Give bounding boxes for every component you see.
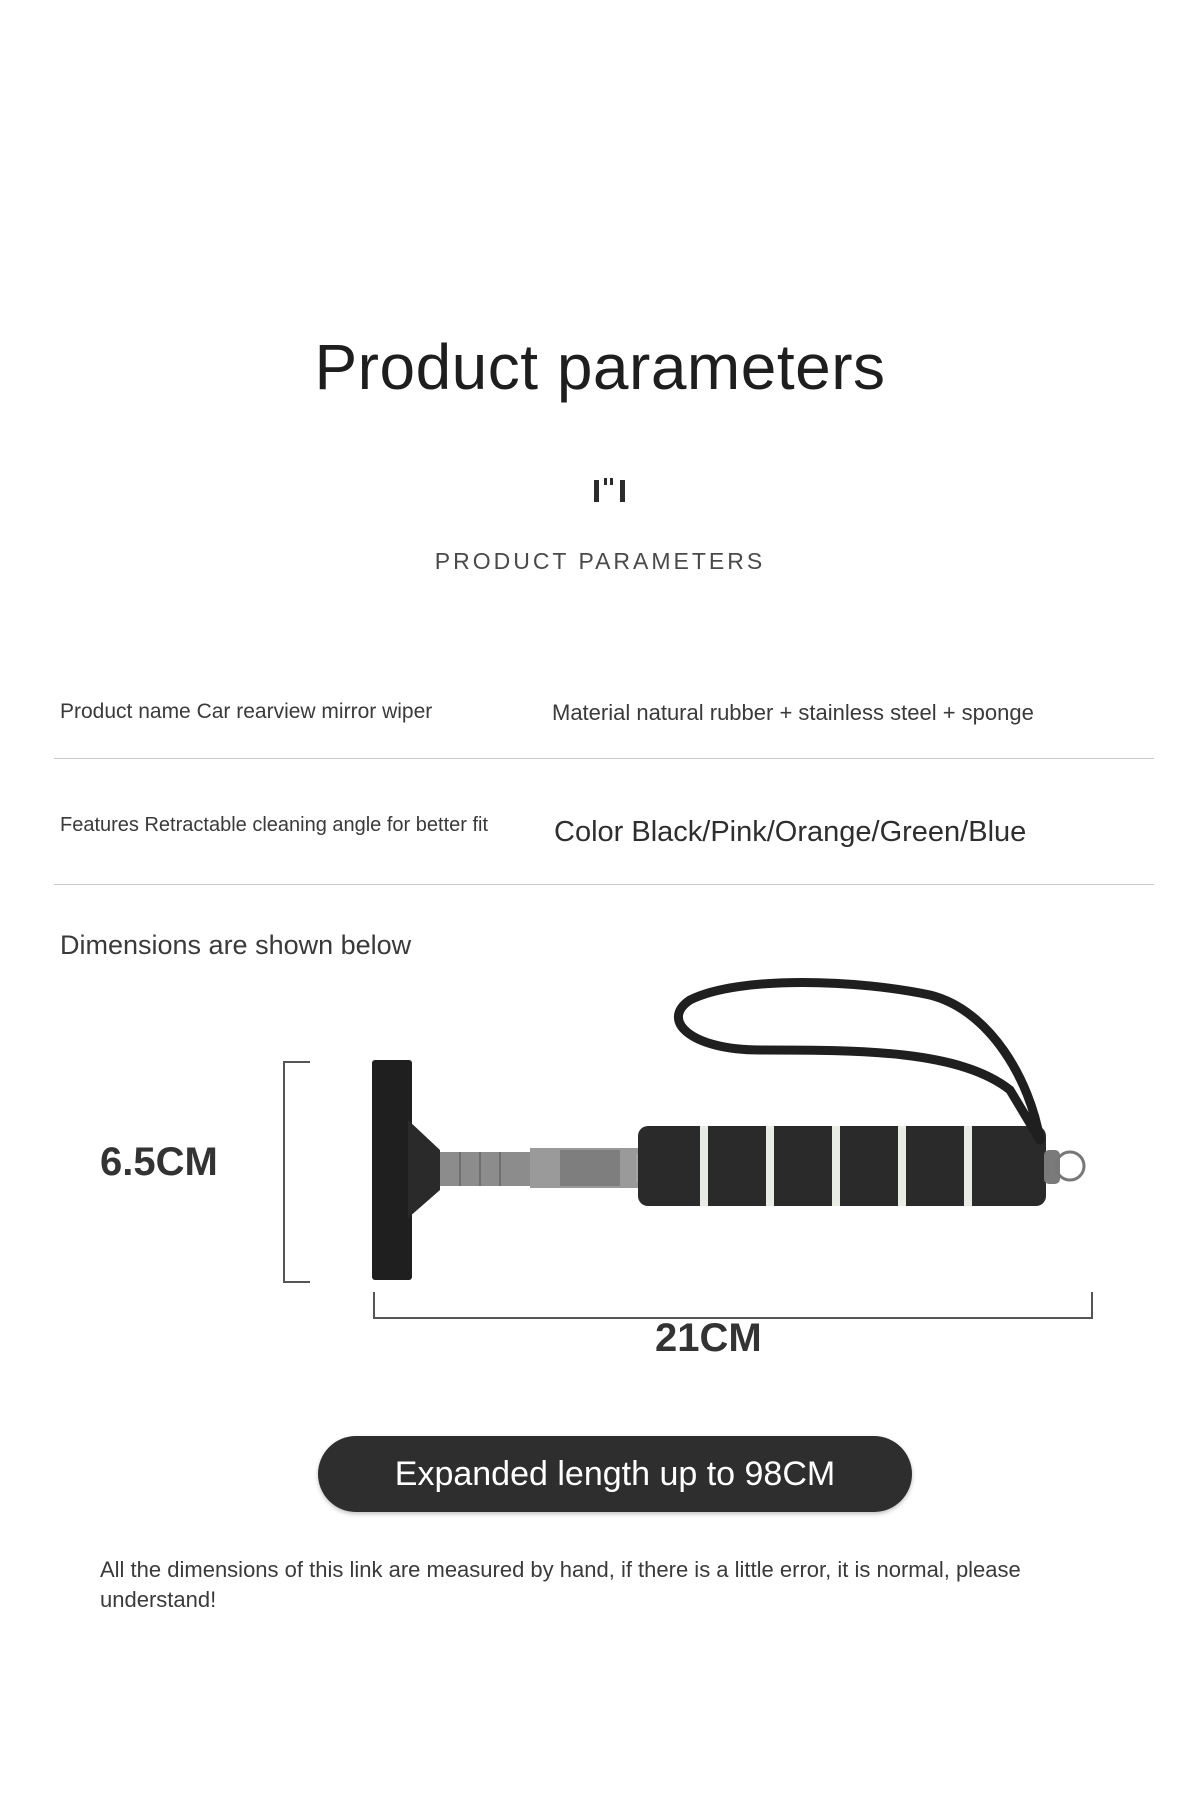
color-text: Color Black/Pink/Orange/Green/Blue xyxy=(554,816,1027,848)
height-dimension-label: 6.5CM xyxy=(100,1140,218,1184)
measurement-note: All the dimensions of this link are measured by hand, if there is a little error, it is normal, please understand! xyxy=(100,1557,1021,1612)
features-text: Features Retractable cleaning angle for better fit xyxy=(60,814,489,836)
width-bracket xyxy=(374,1292,1092,1318)
brand-logo-icon xyxy=(590,475,630,505)
width-dimension-label: 21CM xyxy=(655,1316,762,1360)
section-subtitle: PRODUCT PARAMETERS xyxy=(434,548,766,574)
param-row-features-color xyxy=(54,800,1154,885)
height-bracket xyxy=(284,1062,310,1282)
lanyard-illustration xyxy=(678,983,1084,1181)
material-text: Material natural rubber + stainless steel + sponge xyxy=(552,700,1034,725)
param-row-name-material xyxy=(54,690,1154,759)
dimensions-caption: Dimensions are shown below xyxy=(60,930,412,960)
expanded-length-badge: Expanded length up to 98CM xyxy=(318,1436,912,1512)
foam-handle-illustration xyxy=(638,1126,1060,1206)
telescopic-rod-illustration xyxy=(440,1148,666,1188)
product-name-text: Product name Car rearview mirror wiper xyxy=(60,700,433,723)
page-title: Product parameters xyxy=(314,331,886,403)
wiper-blade-illustration xyxy=(372,1060,440,1280)
